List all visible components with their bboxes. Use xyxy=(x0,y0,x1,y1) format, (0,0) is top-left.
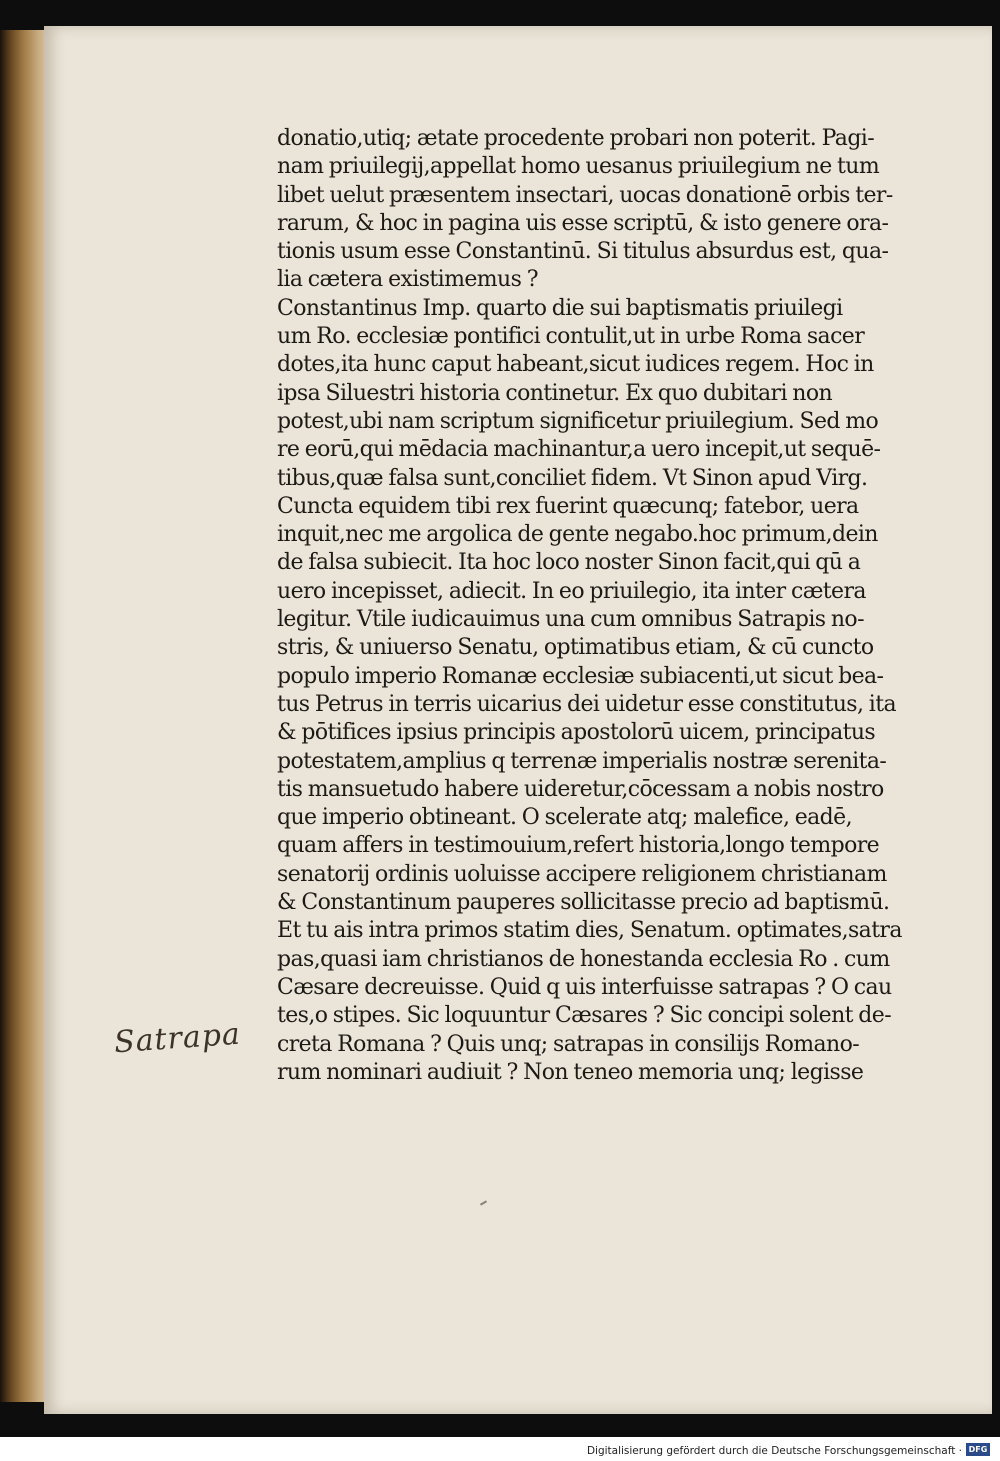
text-line: Constantinus Imp. quarto die sui baptismatis priuilegi xyxy=(277,295,843,321)
text-line: & Constantinum pauperes sollicitasse precio ad baptismū. xyxy=(277,890,890,916)
book-page xyxy=(44,26,992,1414)
footer-credit: Digitalisierung gefördert durch die Deutsche Forschungsgemeinschaft · xyxy=(586,1445,962,1457)
text-line: stris, & uniuerso Senatu, optimatibus etiam, & cū cuncto xyxy=(277,635,874,661)
dfg-logo: DFG xyxy=(966,1443,990,1456)
text-line: tis mansuetudo habere uideretur,cōcessam a nobis nostro xyxy=(277,776,884,802)
text-line: pas,quasi iam christianos de honestanda ecclesia Ro . cum xyxy=(277,946,890,972)
text-line: uero incepisset, adiecit. In eo priuilegio, ita inter cætera xyxy=(277,578,866,604)
text-line: rum nominari audiuit ? Non teneo memoria unq; legisse xyxy=(277,1059,864,1085)
text-line: um Ro. ecclesiæ pontifici contulit,ut in urbe Roma sacer xyxy=(277,324,865,350)
text-line: potest,ubi nam scriptum significetur priuilegium. Sed mo xyxy=(277,408,879,434)
text-line: Cæsare decreuisse. Quid q uis interfuisse satrapas ? O cau xyxy=(277,974,892,1000)
ink-speck xyxy=(480,1200,487,1205)
text-line: de falsa subiecit. Ita hoc loco noster Sinon facit,qui qū a xyxy=(277,550,861,576)
text-line: creta Romana ? Quis unq; satrapas in consilijs Romano- xyxy=(277,1031,860,1057)
text-block xyxy=(277,125,945,1087)
text-line: re eorū,qui mēdacia machinantur,a uero incepit,ut sequē- xyxy=(277,437,881,463)
text-line: Et tu ais intra primos statim dies, Senatum. optimates,satra xyxy=(277,918,902,944)
text-line: populo imperio Romanæ ecclesiæ subiacenti,ut sicut bea- xyxy=(277,663,884,689)
text-line: dotes,ita hunc caput habeant,sicut iudices regem. Hoc in xyxy=(277,352,874,378)
footer-band xyxy=(0,1437,1000,1461)
text-line: tionis usum esse Constantinū. Si titulus absurdus est, qua- xyxy=(277,239,889,265)
text-line: inquit,nec me argolica de gente negabo.hoc primum,dein xyxy=(277,522,878,548)
text-line: quam affers in testimouium,refert historia,longo tempore xyxy=(277,833,880,859)
text-line: donatio,utiq; ætate procedente probari non poterit. Pagi- xyxy=(277,126,875,151)
text-line: tibus,quæ falsa sunt,conciliet fidem. Vt Sinon apud Virg. xyxy=(277,465,868,491)
text-line: rarum, & hoc in pagina uis esse scriptū, & isto genere ora- xyxy=(277,210,889,236)
margin-note: Satrapa xyxy=(112,1016,242,1061)
text-line: & pōtifices ipsius principis apostolorū uicem, principatus xyxy=(277,720,876,746)
text-line: lia cætera existimemus ? xyxy=(277,267,538,293)
text-line: nam priuilegij,appellat homo uesanus priuilegium ne tum xyxy=(277,154,880,180)
text-line: potestatem,amplius q terrenæ imperialis nostræ serenita- xyxy=(277,748,887,774)
text-line: tus Petrus in terris uicarius dei uidetur esse constitutus, ita xyxy=(277,691,896,717)
text-line: ipsa Siluestri historia continetur. Ex quo dubitari non xyxy=(277,380,833,406)
text-line: senatorij ordinis uoluisse accipere religionem christianam xyxy=(277,861,887,887)
text-line: libet uelut præsentem insectari, uocas donationē orbis ter- xyxy=(277,182,893,208)
text-line: legitur. Vtile iudicauimus una cum omnibus Satrapis no- xyxy=(277,607,864,633)
text-line: que imperio obtineant. O scelerate atq; malefice, eadē, xyxy=(277,805,852,831)
text-line: tes,o stipes. Sic loquuntur Cæsares ? Sic concipi solent de- xyxy=(277,1003,892,1029)
text-line: Cuncta equidem tibi rex fuerint quæcunq; fatebor, uera xyxy=(277,493,859,519)
